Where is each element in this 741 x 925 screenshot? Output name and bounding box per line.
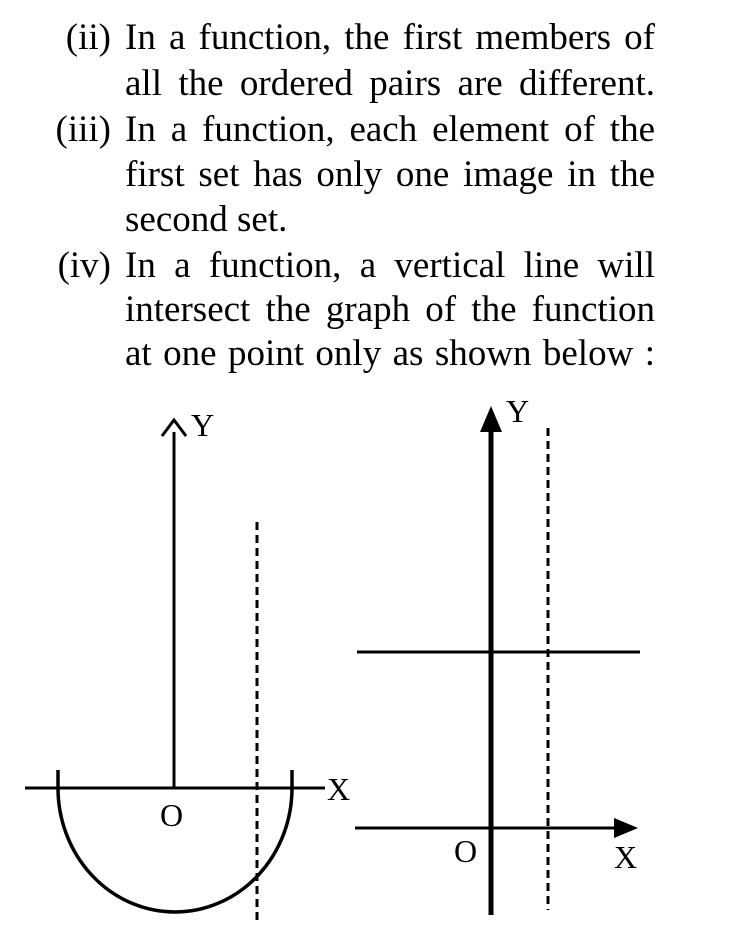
figure-right <box>355 393 640 915</box>
item-text: second set. <box>125 199 288 240</box>
item-number: (ii) <box>65 17 111 58</box>
y-axis-label: Y <box>506 393 530 429</box>
item-text: all the ordered pairs are different. <box>125 63 655 104</box>
item-text: intersect the graph of the function <box>125 289 655 330</box>
item-number: (iii) <box>55 109 111 150</box>
item-text: In a function, a vertical line will <box>125 245 655 286</box>
y-axis-label: Y <box>191 407 215 443</box>
item-text: In a function, the first members of <box>125 17 655 58</box>
y-axis-arrow-icon <box>480 406 502 432</box>
item-text: at one point only as shown below : <box>125 333 655 374</box>
x-axis-arrow-icon <box>614 818 638 838</box>
x-axis-label: X <box>614 839 638 875</box>
item-text: In a function, each element of the <box>125 109 655 150</box>
item-number: (iv) <box>57 245 111 286</box>
item-text: first set has only one image in the <box>125 154 655 195</box>
figure-left <box>25 407 350 925</box>
x-axis-label: X <box>327 771 351 807</box>
origin-label: O <box>160 797 184 833</box>
origin-label: O <box>454 833 478 869</box>
